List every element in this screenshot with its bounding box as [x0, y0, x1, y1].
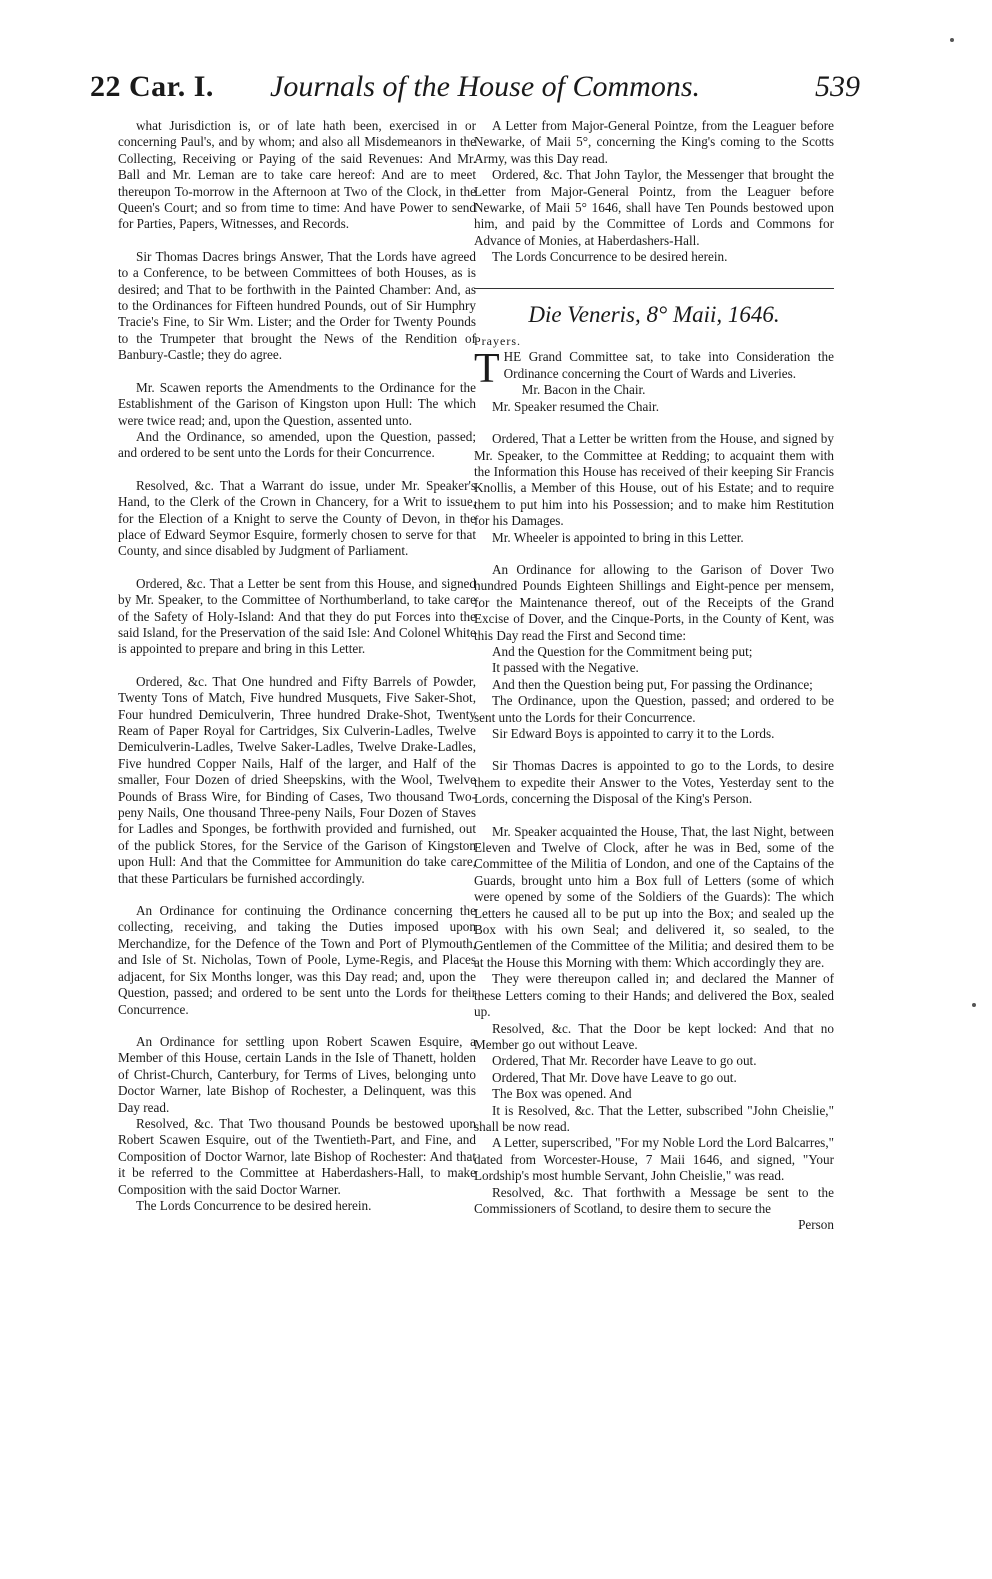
- paragraph: Mr. Scawen reports the Amendments to the Ordinance for the Establishment of the Garison of Kingston upon Hull: The which were twice read; and, upon the Question, assented unto.: [118, 379, 476, 428]
- paragraph: Resolved, &c. That the Door be kept locked: And that no Member go out without Leave.: [474, 1020, 834, 1052]
- page-header: [90, 70, 860, 120]
- page-number: 539: [815, 70, 860, 103]
- paragraph: Sir Thomas Dacres is appointed to go to the Lords, to desire them to expedite their Answer to the Votes, Yesterday sent to the Lords, concerning the Disposal of the King's Person.: [474, 758, 834, 807]
- page-speck: [972, 1003, 976, 1007]
- paragraph-gap: [474, 742, 834, 758]
- paragraph-gap: [118, 887, 476, 903]
- paragraph: Ordered, &c. That One hundred and Fifty Barrels of Powder, Twenty Tons of Match, Five hundred Musquets, Five Saker-Shot, Four hundred Demiculverin, Three hundred Drake-Shot, Twenty Ream of Paper Royal for Cartridges, Six Culverin-Ladles, Twelve Demiculverin-Ladles, Twelve Saker-Ladles, Twelve Drake-Ladles, Five hundred Copper Nails, Half of the larger, and Half of the smaller, Four Dozen of dried Sheepskins, with the Wool, Twelve Pounds of Brass Wire, for Binding of Cases, Two thousand Two-peny Nails, One thousand Three-peny Nails, Four Dozen of Staves for Ladles and Sponges, be forthwith provided and furnished, out of the publick Stores, for the Service of the Garison of Kingston upon Hull: And that the Committee for Ammunition do take care, that these Particulars be furnished accordingly.: [118, 673, 476, 886]
- paragraph: Ordered, That Mr. Dove have Leave to go out.: [492, 1069, 737, 1085]
- paragraph: A Letter from Major-General Pointze, from the Leaguer before Newarke, of Maii 5°, concerning the King's coming to the Scotts Army, was this Day read.: [474, 118, 834, 166]
- left-column: [118, 118, 476, 1214]
- paragraph-gap: [474, 546, 834, 562]
- paragraph-gap: [118, 462, 476, 478]
- paragraph: An Ordinance for allowing to the Garison of Dover Two hundred Pounds Eighteen Shillings and Eight-pence per mensem, for the Maintenance thereof, out of the Receipts of the Grand Excise of Dover, and the Cinque-Ports, in the County of Kent, was this Day read the First and Second time:: [474, 561, 834, 643]
- paragraph: The Lords Concurrence to be desired herein.: [136, 1197, 372, 1213]
- paragraph: what Jurisdiction is, or of late hath been, exercised in or concerning Paul's, and by whom; and also all Misdemeanors in the Collecting, Receiving or Paying of the said Revenues: And Mr. Ball and Mr. Leman are to take care hereof: And are to meet thereupon To-morrow in the Afternoon at Two of the Clock, in the Queen's Court; and so from time to time: And have Power to send for Parties, Papers, Witnesses, and Records.: [118, 118, 476, 232]
- paragraph: Mr. Wheeler is appointed to bring in this Letter.: [492, 529, 744, 545]
- paragraph: It passed with the Negative.: [492, 660, 639, 676]
- paragraph: Ordered, &c. That John Taylor, the Messenger that brought the Letter from Major-General Pointz, from the Leaguer before Newarke, of Maii 5° 1646, shall have Ten Pounds bestowed upon him, and paid by the Committee of Lords and Commons for Advance of Monies, at Haberdashers-Hall.: [474, 167, 834, 248]
- paragraph: And the Question for the Commitment being put;: [492, 643, 753, 659]
- prayers-label: Prayers.: [474, 334, 521, 349]
- paragraph: And the Ordinance, so amended, upon the Question, passed; and ordered to be sent unto the Lords for their Concurrence.: [118, 428, 476, 461]
- paragraph-gap: [474, 808, 834, 824]
- paragraph: And then the Question being put, For passing the Ordinance;: [492, 676, 813, 692]
- paragraph: The Ordinance, upon the Question, passed; and ordered to be sent unto the Lords for their Concurrence.: [474, 693, 834, 725]
- paragraph-gap: [118, 1018, 476, 1034]
- paragraph: The Lords Concurrence to be desired herein.: [492, 249, 728, 265]
- paragraph: It is Resolved, &c. That the Letter, subscribed "John Cheislie," shall be now read.: [474, 1102, 834, 1134]
- paragraph: An Ordinance for settling upon Robert Scawen Esquire, a Member of this House, certain Lands in the Isle of Thanett, holden of Christ-Church, Canterbury, for Terms of Lives, belonging unto Doctor Warner, late Bishop of Rochester, a Delinquent, was this Day read.: [118, 1033, 476, 1115]
- page-title: Journals of the House of Commons.: [270, 70, 700, 103]
- paragraph: Ordered, That a Letter be written from the House, and signed by Mr. Speaker, to the Committee at Redding; to acquaint them with the Information this House has received of their keeping Sir Francis Knollis, a Member of this House, out of his Estate; and to require them to put him into his Possession; and to make him Restitution for his Damages.: [474, 431, 834, 529]
- paragraph-gap: [118, 560, 476, 576]
- paragraph: Resolved, &c. That Two thousand Pounds be bestowed upon Robert Scawen Esquire, out of the Twentieth-Part, and Fine, and Composition of Doctor Warnor, late Bishop of Rochester: And that it be referred to the Committee at Haberdashers-Hall, to make Composition with the said Doctor Warner.: [118, 1115, 476, 1197]
- section-divider: [474, 288, 834, 289]
- regnal-year: 22 Car. I.: [90, 70, 214, 103]
- paragraph-gap: [118, 233, 476, 249]
- opening-text: HE Grand Committee sat, to take into Consideration the Ordinance concerning the Court of Wards and Liveries.: [503, 349, 834, 381]
- paragraph: Ordered, &c. That a Letter be sent from this House, and signed by Mr. Speaker, to the Committee of Northumberland, to take care of the Safety of Holy-Island: And that they do put Forces into the said Island, for the Preservation of the said Isle: And Colonel White is appointed to prepare and bring in this Letter.: [118, 575, 476, 657]
- paragraph: Mr. Speaker acquainted the House, That, the last Night, between Eleven and Twelve of Clock, after he was in Bed, some of the Committee of the Militia of London, and one of the Captains of the Guards, brought unto him a Box full of Letters (some of which were opened by some of the Soldiers of the Guards): The which Letters he caused all to be put up into the Box; and sealed up the Box with his own Seal; and delivered it, so sealed, to the Gentlemen of the Committee of the Militia; and desired them to be at the House this Morning with them: Which accordingly they are.: [474, 823, 834, 970]
- paragraph: The Box was opened. And: [492, 1086, 632, 1102]
- paragraph: Mr. Speaker resumed the Chair.: [492, 398, 659, 414]
- paragraph: Ordered, That Mr. Recorder have Leave to go out.: [492, 1053, 757, 1069]
- paragraph: An Ordinance for continuing the Ordinance concerning the collecting, receiving, and taking the Duties imposed upon Merchandize, for the Defence of the Town and Port of Plymouth, and Isle of St. Nicholas, Town of Poole, Lyme-Regis, and Places adjacent, for Six Months longer, was this Day read; and, upon the Question, passed; and ordered to be sent unto the Lords for their Concurrence.: [118, 903, 476, 1017]
- paragraph: Sir Thomas Dacres brings Answer, That the Lords have agreed to a Conference, to be between Committees of both Houses, as is desired; and That to be forthwith in the Painted Chamber: And, as to the Ordinances for Fifteen hundred Pounds, out of Sir Humphry Tracie's Fine, to Sir Wm. Lister; and the Order for Twenty Pounds to the Trumpeter that brought the News of the Rendition of Banbury-Castle; they do agree.: [118, 248, 476, 363]
- paragraph: Mr. Bacon in the Chair.: [521, 382, 646, 398]
- paragraph: Resolved, &c. That a Warrant do issue, under Mr. Speaker's Hand, to the Clerk of the Crown in Chancery, for a Writ to issue, for the Election of a Knight to serve the County of Devon, in the place of Edward Seymor Esquire, formerly chosen to serve for that County, and since disabled by Judgment of Parliament.: [118, 477, 476, 559]
- drop-capital: T: [474, 346, 500, 393]
- page-speck: [950, 38, 954, 42]
- paragraph: Sir Edward Boys is appointed to carry it to the Lords.: [492, 726, 775, 741]
- catchword: Person: [798, 1217, 834, 1233]
- right-column: [474, 118, 834, 1234]
- paragraph: Resolved, &c. That forthwith a Message be sent to the Commissioners of Scotland, to desire them to secure the: [474, 1184, 834, 1216]
- date-heading: Die Veneris, 8° Maii, 1646.: [528, 301, 780, 327]
- paragraph-gap: [118, 364, 476, 380]
- paragraph: They were thereupon called in; and declared the Manner of these Letters coming to their Hands; and delivered the Box, sealed up.: [474, 971, 834, 1020]
- paragraph: A Letter, superscribed, "For my Noble Lord the Lord Balcarres," dated from Worcester-House, 7 Maii 1646, and signed, "Your Lordship's most humble Servant, John Cheislie," was read.: [474, 1135, 834, 1184]
- paragraph-gap: [474, 415, 834, 431]
- paragraph-gap: [118, 658, 476, 674]
